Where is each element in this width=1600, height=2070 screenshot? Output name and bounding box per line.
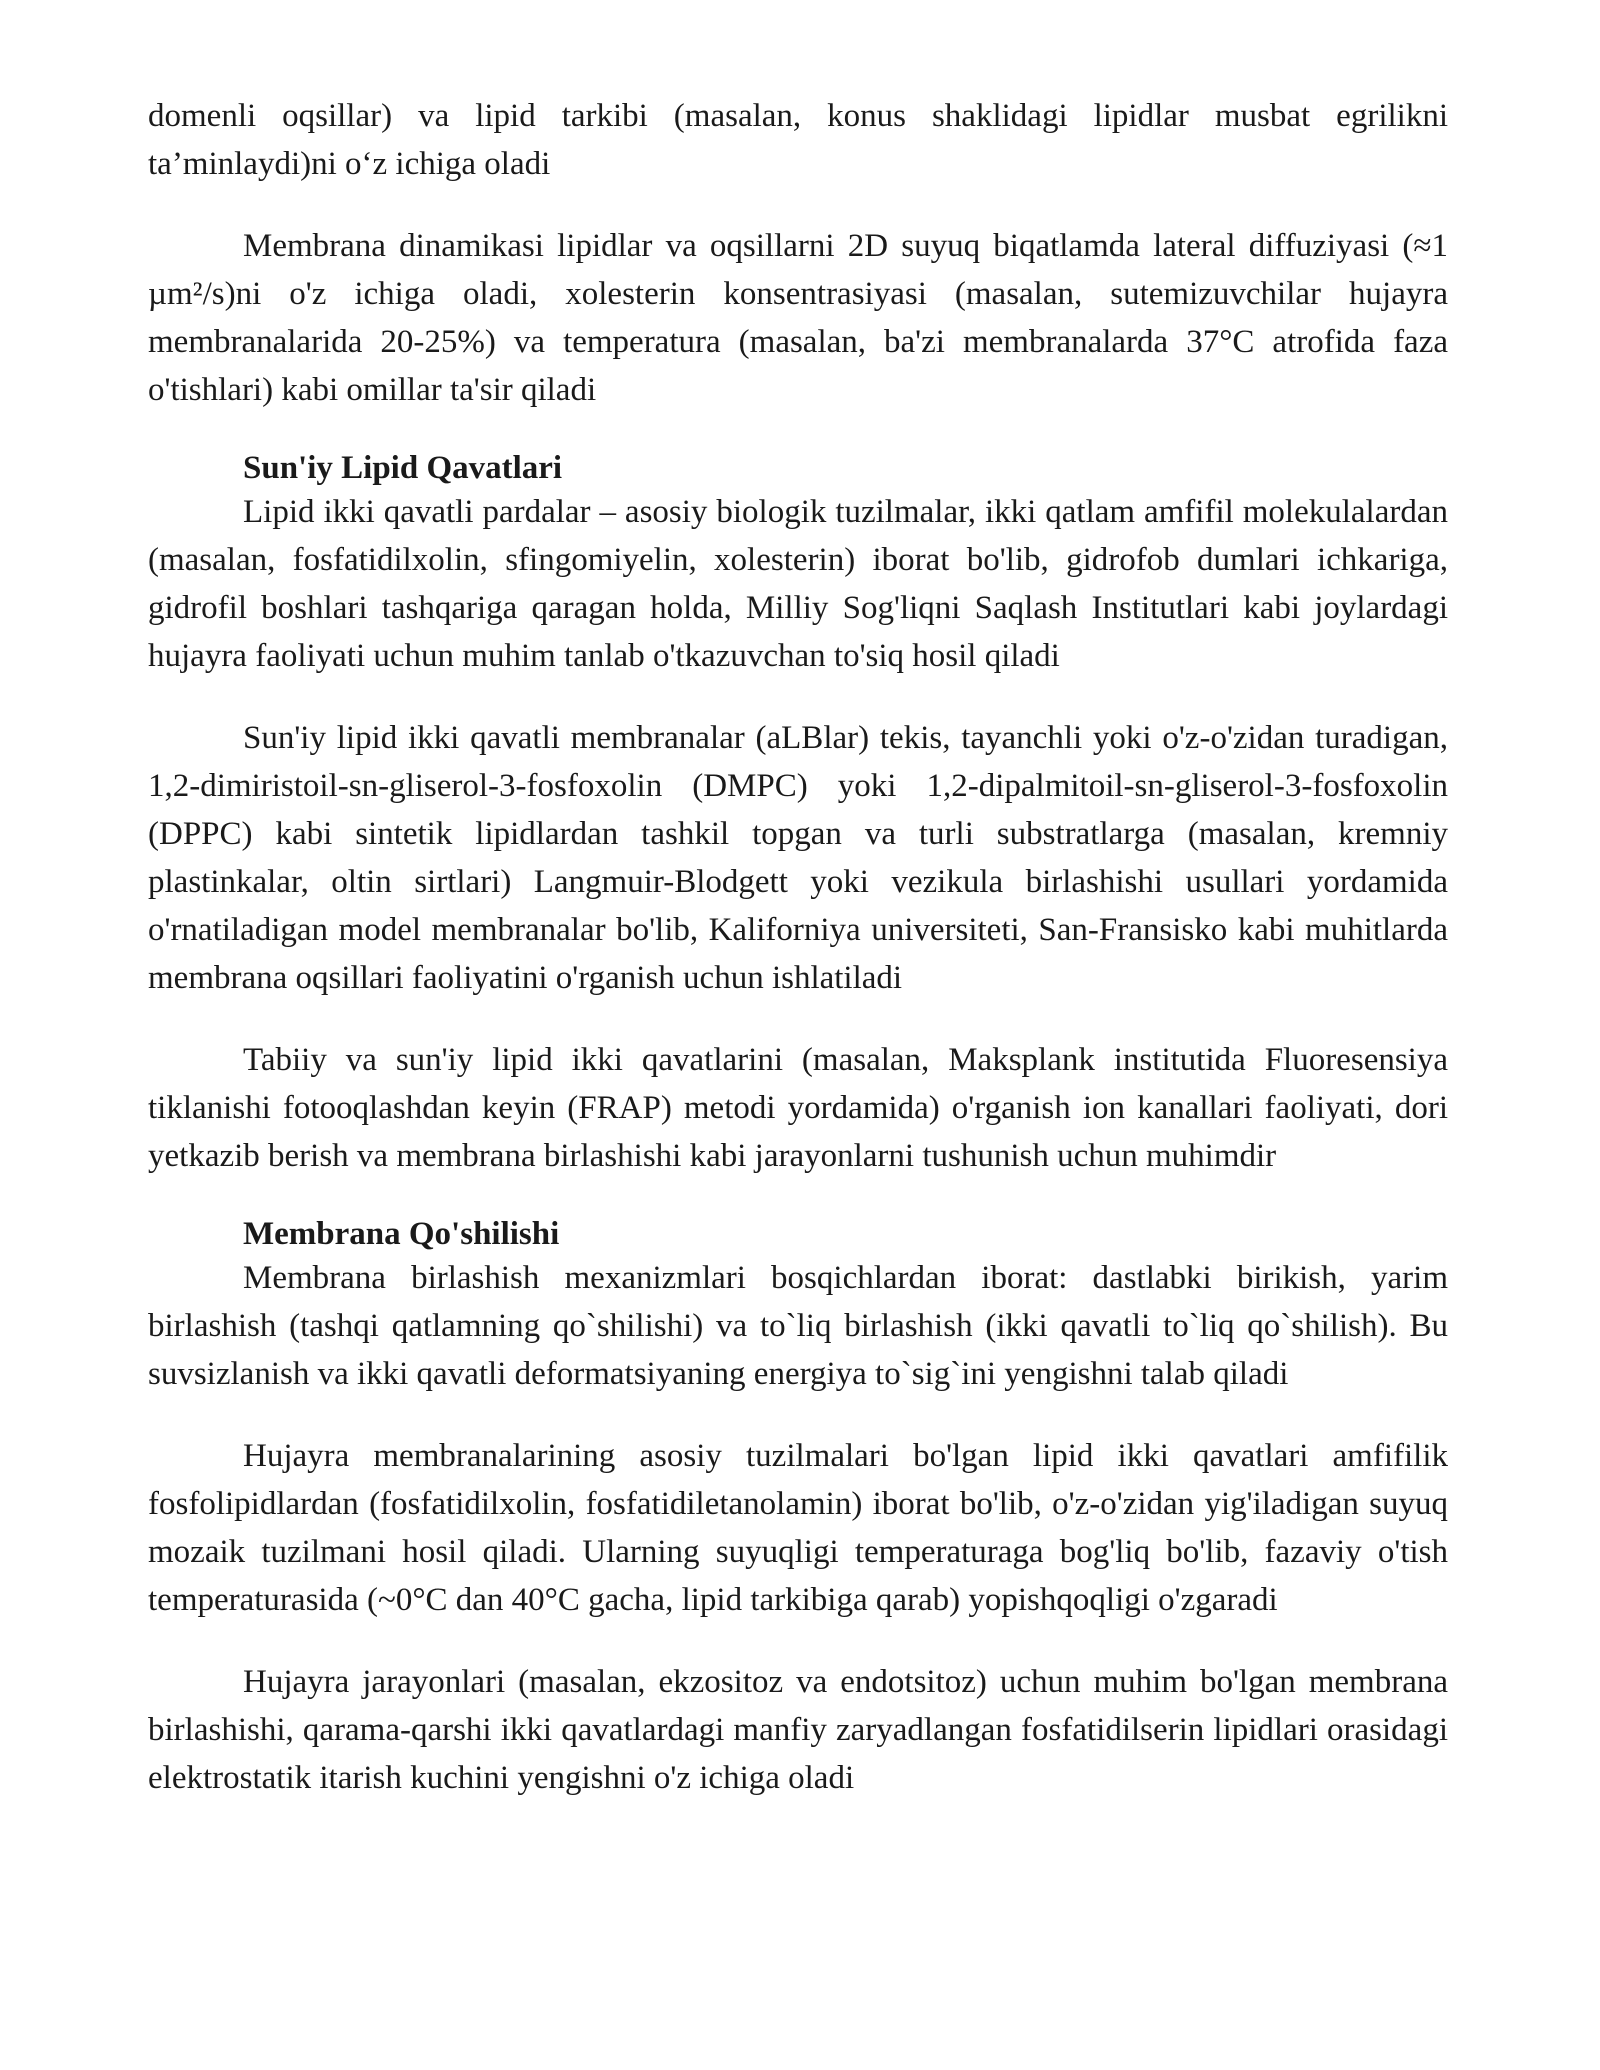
paragraph-cellular-processes: Hujayra jarayonlari (masalan, ekzositoz va endotsitoz) uchun muhim bo'lgan membrana birlashishi, qarama-qarshi ikki qavatlardagi manfiy zaryadlangan fosfatidilserin lipidlari orasidagi elektrostatik itarish kuchini yengishni o'z ichiga oladi [148,1664,1448,1796]
paragraph-natural-artificial-study: Tabiiy va sun'iy lipid ikki qavatlarini (masalan, Maksplank institutida Fluoresensiya tiklanishi fotooqlashdan keyin (FRAP) metodi yordamida) o'rganish ion kanallari faoliyati, dori yetkazib berish va membrana birlashishi kabi jarayonlarni tushunish uchun muhimdir [148,1042,1448,1174]
paragraph-fusion-mechanisms: Membrana birlashish mexanizmlari bosqichlardan iborat: dastlabki birikish, yarim birlashish (tashqi qatlamning qo`shilishi) va to`liq birlashish (ikki qavatli to`liq qo`shilish). Bu suvsizlanish va ikki qavatli deformatsiyaning energiya to`sig`ini yengishni talab qiladi [148,1260,1448,1392]
paragraph-artificial-bilayers: Sun'iy lipid ikki qavatli membranalar (aLBlar) tekis, tayanchli yoki o'z-o'zidan turadigan, 1,2-dimiristoil-sn-gliserol-3-fosfoxolin (DMPC) yoki 1,2-dipalmitoil-sn-gliserol-3-fosfoxolin (DPPC) kabi sintetik lipidlardan tashkil topgan va turli substratlarga (masalan, kremniy plastinkalar, oltin sirtlari) Langmuir-Blodgett yoki vezikula birlashishi usullari yordamida o'rnatiladigan model membranalar bo'lib, Kaliforniya universiteti, San-Fransisko kabi muhitlarda membrana oqsillari faoliyatini o'rganish uchun ishlatiladi [148,720,1448,996]
section-heading-membrane-fusion: Membrana Qo'shilishi [243,1216,560,1252]
section-heading-artificial-lipid-layers: Sun'iy Lipid Qavatlari [243,450,563,486]
paragraph-membrane-dynamics: Membrana dinamikasi lipidlar va oqsillarni 2D suyuq biqatlamda lateral diffuziyasi (≈1 µm²/s)ni o'z ichiga oladi, xolesterin konsentrasiyasi (masalan, sutemizuvchilar hujayra membranalarida 20-25%) va temperatura (masalan, ba'zi membranalarda 37°C atrofida faza o'tishlari) kabi omillar ta'sir qiladi [148,228,1448,408]
paragraph-continuation: domenli oqsillar) va lipid tarkibi (masalan, konus shaklidagi lipidlar musbat egrilikni ta’minlaydi)ni o‘z ichiga oladi [148,98,1448,182]
paragraph-cell-membrane-structures: Hujayra membranalarining asosiy tuzilmalari bo'lgan lipid ikki qavatlari amfifilik fosfolipidlardan (fosfatidilxolin, fosfatidiletanolamin) iborat bo'lib, o'z-o'zidan yig'iladigan suyuq mozaik tuzilmani hosil qiladi. Ularning suyuqligi temperaturaga bog'liq bo'lib, fazaviy o'tish temperaturasida (~0°C dan 40°C gacha, lipid tarkibiga qarab) yopishqoqligi o'zgaradi [148,1438,1448,1618]
document-page [148,92,1448,1836]
paragraph-lipid-bilayers: Lipid ikki qavatli pardalar – asosiy biologik tuzilmalar, ikki qatlam amfifil molekulalardan (masalan, fosfatidilxolin, sfingomiyelin, xolesterin) iborat bo'lib, gidrofob dumlari ichkariga, gidrofil boshlari tashqariga qaragan holda, Milliy Sog'liqni Saqlash Institutlari kabi joylardagi hujayra faoliyati uchun muhim tanlab o'tkazuvchan to'siq hosil qiladi [148,494,1448,674]
